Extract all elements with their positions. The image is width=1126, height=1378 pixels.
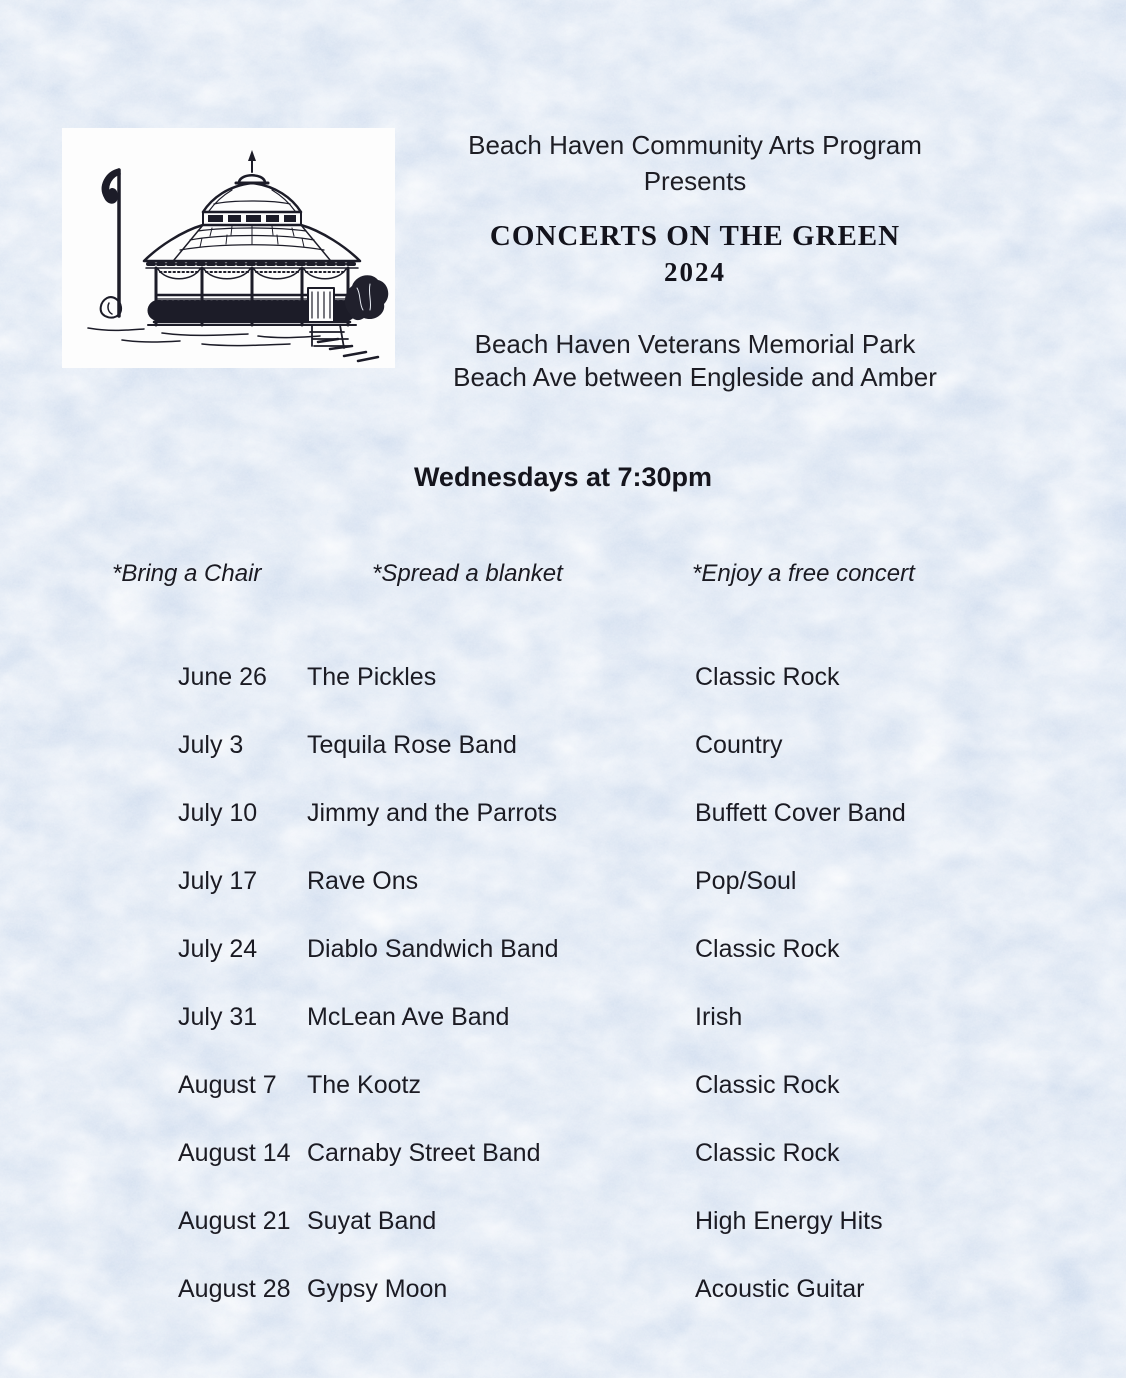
band-genre: Classic Rock — [695, 1139, 840, 1167]
band-name: The Kootz — [307, 1071, 421, 1099]
schedule-row — [0, 1207, 1126, 1275]
schedule-row — [0, 1139, 1126, 1207]
schedule-row — [0, 1003, 1126, 1071]
band-name: Gypsy Moon — [307, 1275, 448, 1303]
year-line: 2024 — [664, 257, 726, 287]
schedule-row — [0, 935, 1126, 1003]
concert-date: August 14 — [178, 1139, 291, 1167]
time-line: Wednesdays at 7:30pm — [413, 462, 713, 492]
schedule-row — [0, 731, 1126, 799]
band-name: McLean Ave Band — [307, 1003, 510, 1031]
band-genre: Buffett Cover Band — [695, 799, 906, 827]
concert-date: August 28 — [178, 1275, 291, 1303]
org-name: Beach Haven Community Arts Program — [468, 130, 922, 160]
concert-date: July 17 — [178, 867, 258, 895]
concert-schedule — [0, 663, 1126, 1343]
schedule-row — [0, 663, 1126, 731]
schedule-row — [0, 867, 1126, 935]
note-spread-blanket: *Spread a blanket — [372, 560, 563, 587]
presents-line: Presents — [643, 166, 747, 196]
schedule-row — [0, 1275, 1126, 1343]
concert-date: August 21 — [178, 1207, 291, 1235]
schedule-row — [0, 1071, 1126, 1139]
concert-date: July 24 — [178, 935, 258, 963]
gazebo-with-flagpole-icon — [62, 128, 395, 368]
page-title: CONCERTS ON THE GREEN — [489, 220, 901, 252]
note-bring-chair: *Bring a Chair — [112, 560, 262, 587]
concert-date: July 3 — [178, 731, 244, 759]
venue-address: Beach Ave between Engleside and Amber — [453, 362, 937, 392]
concert-date: August 7 — [178, 1071, 277, 1099]
header — [425, 130, 965, 410]
band-name: Suyat Band — [307, 1207, 437, 1235]
concert-date: July 10 — [178, 799, 258, 827]
band-genre: Irish — [695, 1003, 743, 1031]
band-genre: Pop/Soul — [695, 867, 797, 895]
schedule-row — [0, 799, 1126, 867]
band-name: Rave Ons — [307, 867, 419, 895]
venue-name: Beach Haven Veterans Memorial Park — [474, 329, 916, 359]
band-genre: Classic Rock — [695, 935, 840, 963]
band-name: Carnaby Street Band — [307, 1139, 541, 1167]
concert-date: July 31 — [178, 1003, 258, 1031]
band-name: Tequila Rose Band — [307, 731, 517, 759]
gazebo-image — [62, 128, 395, 368]
band-name: The Pickles — [307, 663, 437, 691]
band-genre: Country — [695, 731, 783, 759]
concert-date: June 26 — [178, 663, 267, 691]
band-genre: High Energy Hits — [695, 1207, 883, 1235]
note-free-concert: *Enjoy a free concert — [692, 560, 915, 587]
band-name: Diablo Sandwich Band — [307, 935, 559, 963]
notes-row — [0, 560, 1126, 596]
band-genre: Classic Rock — [695, 663, 840, 691]
band-genre: Classic Rock — [695, 1071, 840, 1099]
band-genre: Acoustic Guitar — [695, 1275, 865, 1303]
band-name: Jimmy and the Parrots — [307, 799, 558, 827]
